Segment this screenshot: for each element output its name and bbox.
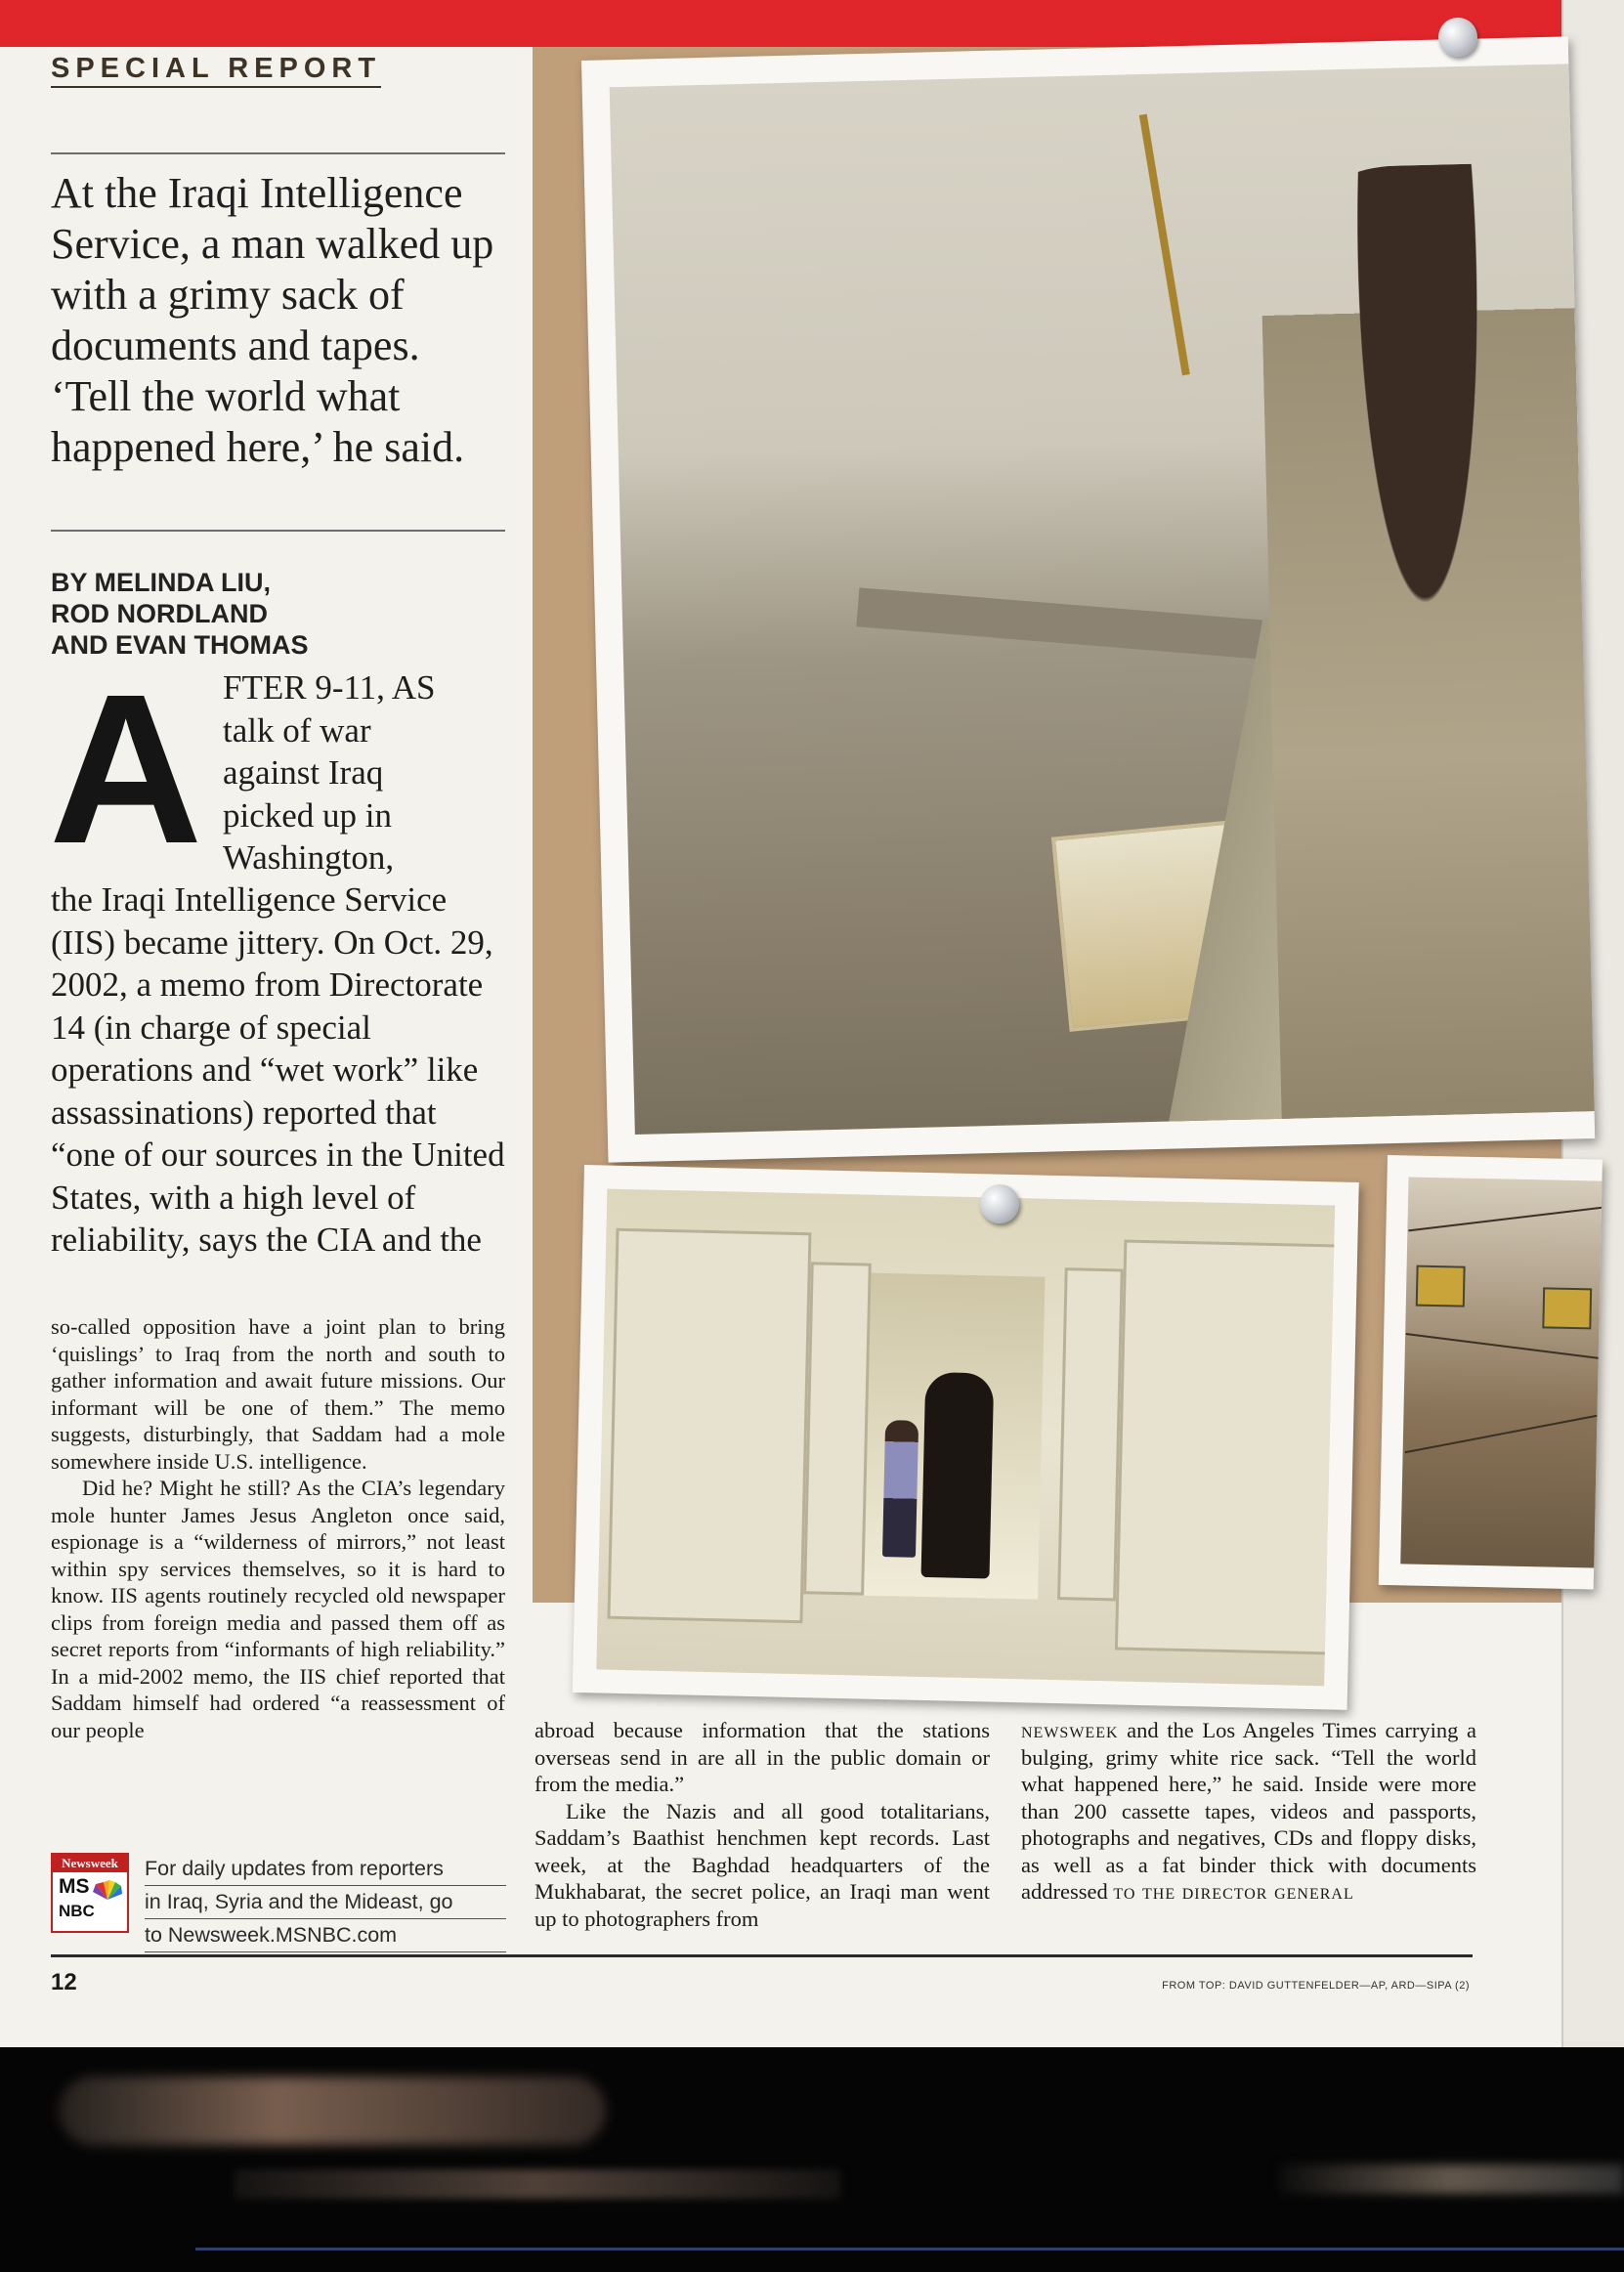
newsweek-msnbc-logo: Newsweek MS NBC (51, 1853, 129, 1933)
barbed-wire (1406, 1333, 1601, 1359)
woman-in-abaya (921, 1372, 995, 1579)
wooden-board (856, 587, 1268, 660)
lead-continuation: the Iraqi Intelligence Service (IIS) became jittery. On Oct. 29, 2002, a memo from Directorate 14 (in charge of special operations and “wet work” like assassinations) reported that “one of our sources in the United States, with a high level of reliability, says the CIA and the (51, 880, 505, 1259)
masthead-red-bar (0, 0, 1561, 47)
drop-cap: A (49, 651, 203, 888)
paragraph: Did he? Might he still? As the CIA’s legendary mole hunter James Jesus Angleton once said, espionage is a “wilderness of mirrors,” not least within spy services themselves, so it is hard to know. IIS agents routinely recycled old newspaper clips from foreign media and passed them off as secret reports from “informants of high reliability.” In a mid-2002 memo, the IIS chief reported that Saddam himself had ordered “a reassessment of our people (51, 1476, 505, 1742)
body-column-3 (1021, 1717, 1476, 1906)
newsweek-smallcaps: newsweek (1021, 1718, 1119, 1742)
body-column-1 (51, 1313, 505, 1743)
promo-line: For daily updates from reporters (145, 1853, 506, 1886)
deck-top-rule (51, 152, 505, 154)
byline (51, 567, 442, 661)
page-number: 12 (51, 1969, 77, 1995)
cell-door (607, 1228, 811, 1623)
thumbtack-icon (980, 1184, 1019, 1223)
lead-line: talk of war (223, 710, 371, 750)
byline-line: ROD NORDLAND (51, 599, 268, 628)
photo-image (610, 64, 1595, 1135)
deck-bottom-rule (51, 530, 505, 532)
photo-credit: FROM TOP: DAVID GUTTENFELDER—AP, ARD—SIPA (2) (1162, 1980, 1470, 1992)
photo-image (1400, 1177, 1602, 1567)
body-column-2 (534, 1717, 990, 1932)
cell-door (1057, 1267, 1124, 1601)
paragraph: abroad because information that the stations overseas send in are all in the public domain or from the media.” (534, 1718, 990, 1796)
paragraph: newsweek and the Los Angeles Times carrying a bulging, grimy white rice sack. “Tell the world what happened here,” he said. Inside were more than 200 cassette tapes, videos and passports, photographs and negatives, CDs and floppy disks, as well as a fat binder thick with documents addressed to the director general (1021, 1718, 1476, 1904)
promo-link[interactable]: to Newsweek.MSNBC.com (145, 1919, 506, 1952)
promo-line: in Iraq, Syria and the Mideast, go (145, 1886, 506, 1919)
smallcaps-text: to the director general (1113, 1879, 1354, 1904)
lead-line: Washington, (223, 838, 395, 877)
deck-headline: At the Iraqi Intelligence Service, a man walked up with a grimy sack of documents and tapes. ‘Tell the world what happened here,’ he said. (51, 169, 494, 471)
lead-line: FTER 9-11, AS (223, 668, 436, 707)
cell-door (803, 1262, 872, 1595)
photo-barbed-wire (1379, 1155, 1603, 1590)
byline-line: AND EVAN THOMAS (51, 630, 309, 660)
byline-line: BY MELINDA LIU, (51, 568, 272, 597)
scan-artifact-area (0, 2047, 1624, 2272)
lead-line: picked up in (223, 795, 393, 835)
section-label: SPECIAL REPORT (51, 53, 381, 88)
thumbtack-icon (1438, 18, 1477, 57)
footer-rule (51, 1954, 1473, 1957)
promo-text[interactable] (145, 1853, 506, 1952)
paragraph: so-called opposition have a joint plan to bring ‘quislings’ to Iraq from the north and south to gather information and await future missions. Our informant will be one of them.” The memo suggests, disturbingly, that Saddam had a mole somewhere inside U.S. intelligence. (51, 1314, 505, 1474)
rope (1139, 114, 1190, 376)
window (1542, 1287, 1592, 1329)
cell-door (1115, 1240, 1335, 1655)
lead-line: against Iraq (223, 753, 384, 792)
barbed-wire (1408, 1207, 1602, 1232)
photo-main-hanging-rope (581, 36, 1595, 1162)
msnbc-promo[interactable] (51, 1853, 505, 1947)
photo-image (596, 1189, 1335, 1687)
barbed-wire (1405, 1415, 1598, 1453)
blurred-man (1259, 161, 1595, 1135)
child (882, 1420, 919, 1558)
window (1416, 1265, 1466, 1307)
paragraph: Like the Nazis and all good totalitarians, Saddam’s Baathist henchmen kept records. Last week, at the Baghdad headquarters of the Mukhabarat, the secret police, an Iraqi man went up to photographers from (534, 1798, 990, 1931)
photo-prison-cells (573, 1165, 1359, 1710)
lead-text-beside-dropcap (223, 666, 506, 879)
peacock-icon (92, 1878, 123, 1902)
